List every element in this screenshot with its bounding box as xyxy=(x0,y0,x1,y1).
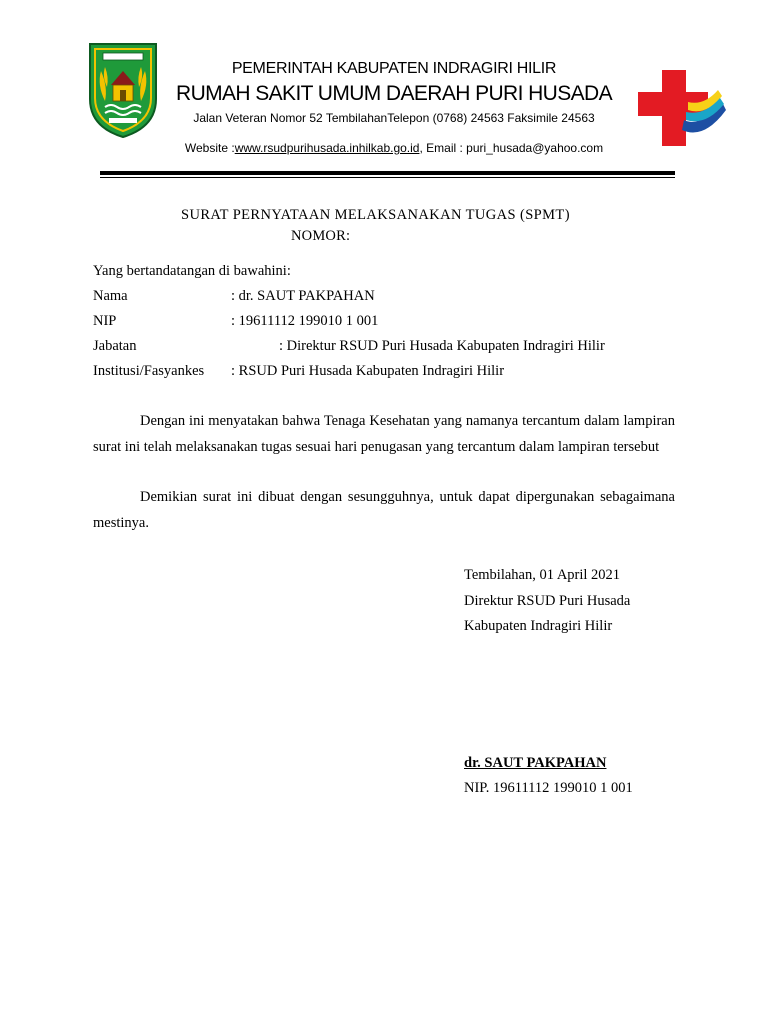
body-paragraph-statement: Dengan ini menyatakan bahwa Tenaga Kesehatan yang namanya tercantum dalam lampiran surat ini telah melaksanakan tugas sesuai hari penugasan yang tercantum dalam lampiran tersebut xyxy=(93,413,675,455)
signature-block xyxy=(464,563,630,640)
website-link[interactable]: www.rsudpurihusada.inhilkab.go.id xyxy=(234,141,420,155)
letterhead-hospital-name: RUMAH SAKIT UMUM DAERAH PURI HUSADA xyxy=(176,82,612,105)
signer-name: dr. SAUT PAKPAHAN xyxy=(464,755,607,771)
health-cross-logo-icon xyxy=(634,66,728,150)
document-title: SURAT PERNYATAAN MELAKSANAKAN TUGAS (SPMT) xyxy=(181,207,570,223)
signature-position: Direktur RSUD Puri Husada xyxy=(464,592,631,609)
letterhead-rule-thin xyxy=(100,177,675,178)
letterhead-government: PEMERINTAH KABUPATEN INDRAGIRI HILIR xyxy=(231,60,557,77)
letterhead-address: Jalan Veteran Nomor 52 TembilahanTelepon (0768) 24563 Faksimile 24563 xyxy=(193,111,595,125)
identity-label-nip: NIP xyxy=(93,313,117,329)
regency-emblem-icon xyxy=(87,41,159,139)
body-paragraph-closing: Demikian surat ini dibuat dengan sesungguhnya, untuk dapat dipergunakan sebagaimana mestinya. xyxy=(93,489,675,531)
identity-value-name: : dr. SAUT PAKPAHAN xyxy=(231,288,375,304)
signature-place-date: Tembilahan, 01 April 2021 xyxy=(464,567,621,583)
identity-label-name: Nama xyxy=(93,288,128,304)
identity-label-institution: Institusi/Fasyankes xyxy=(93,363,205,379)
letterhead-rule-thick xyxy=(100,171,675,175)
identity-label-position: Jabatan xyxy=(93,338,137,354)
identity-value-nip: : 19611112 199010 1 001 xyxy=(231,313,379,329)
letterhead-contact xyxy=(160,141,628,155)
email-text: , Email : puri_husada@yahoo.com xyxy=(419,141,604,155)
signer-nip: NIP. 19611112 199010 1 001 xyxy=(464,780,633,796)
document-number-label: NOMOR: xyxy=(291,228,351,244)
intro-text: Yang bertandatangan di bawahini: xyxy=(93,263,291,279)
website-label: Website : xyxy=(184,141,235,155)
identity-value-institution: : RSUD Puri Husada Kabupaten Indragiri Hilir xyxy=(231,363,505,379)
signature-region: Kabupaten Indragiri Hilir xyxy=(464,618,613,634)
identity-value-position: : Direktur RSUD Puri Husada Kabupaten Indragiri Hilir xyxy=(279,338,605,354)
